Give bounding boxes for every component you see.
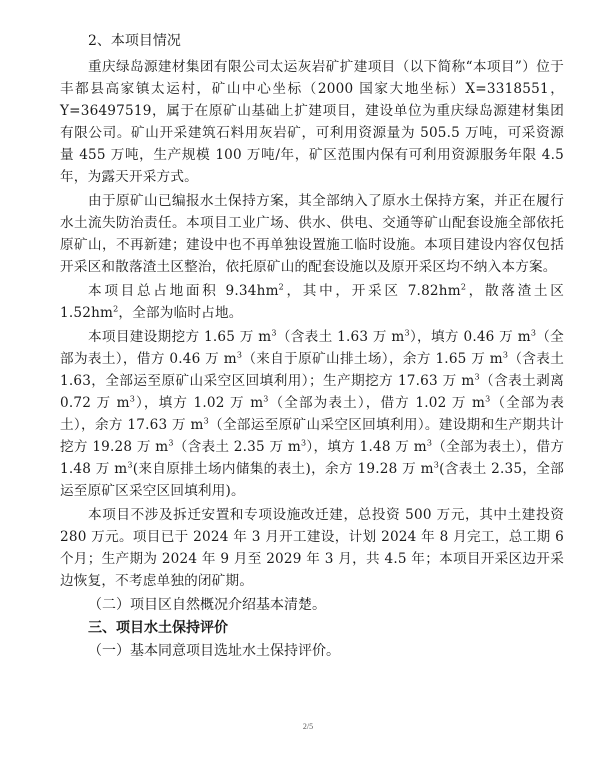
superscript-3: 3 <box>301 438 307 448</box>
earthwork-text: ），填方 1.02 万 m <box>135 395 264 411</box>
superscript-3: 3 <box>236 350 243 360</box>
earthwork-text: （全部运至原矿山采空区回填利用）。建设期和生产期共计挖方 19.28 万 m <box>60 417 564 455</box>
land-area-text-d: ，全部为临时占地。 <box>118 305 243 321</box>
land-area-text-a: 本项目总占地面积 9.34hm <box>88 283 279 299</box>
earthwork-text: （含表土剥离 0.72 万 m <box>60 373 565 411</box>
earthwork-text: 本项目建设期挖方 1.65 万 m <box>88 329 272 345</box>
superscript-2: 2 <box>460 282 467 292</box>
superscript-3: 3 <box>404 328 410 338</box>
superscript-3: 3 <box>271 328 277 338</box>
paragraph-soil-conservation-plan: 由于原矿山已编报水土保持方案，其全部纳入了原水土保持方案，并正在履行水土流失防治责任。本项目工业广场、供水、供电、交通等矿山配套设施全部依托原矿山，不再新建；建设中也不再单独设置施工临时设施。本项目建设内容仅包括开采区和散落渣土区整治，依托原矿山的配套设施以及原开采区均不纳入本方案。 <box>60 193 564 275</box>
superscript-3: 3 <box>203 416 209 426</box>
earthwork-text: （全部为表土），余方 17.63 万 m <box>60 395 565 433</box>
earthwork-text: （全部为表土），借方 1.02 万 m <box>268 395 486 411</box>
superscript-2: 2 <box>113 304 119 314</box>
earthwork-text: (来自原排土场内储集的表土)，余方 19.28 万 m <box>132 461 434 477</box>
earthwork-text: ），填方 1.48 万 m <box>306 439 427 455</box>
earthwork-text: （含表土 1.63，全部运至原矿山采空区回填利用）；生产期挖方 17.63 万 m <box>60 351 564 389</box>
subheading-natural-conditions: （二）项目区自然概况介绍基本清楚。 <box>88 597 326 613</box>
earthwork-text: （来自于原矿山排土场），余方 1.65 万 m <box>242 351 503 367</box>
earthwork-text: （全部为表土），借方 0.46 万 m <box>60 329 564 367</box>
paragraph-land-area <box>60 280 564 324</box>
earthwork-text: （含表土 2.35 万 m <box>173 439 302 455</box>
paragraph-investment-schedule: 本项目不涉及拆迁安置和专项设施改迁建，总投资 500 万元，其中土建投资 280 万元。项目已于 2024 年 3 月开工建设，计划 2024 年 8 月完工，总工期 6 个月；生产期为 2024 年 9 月至 2029 年 3 月，共 4.5 年；本项目开采区边开采边恢复，不考虑单独的闭矿期。 <box>60 507 564 589</box>
superscript-3: 3 <box>530 328 537 338</box>
earthwork-text: （含表土 1.63 万 m <box>276 329 405 345</box>
section-title: 2、本项目情况 <box>88 33 181 49</box>
earthwork-text: (含表土 2.35，全部运至原矿区采空区回填利用)。 <box>60 461 564 499</box>
paragraph-earthwork-balance <box>60 326 564 502</box>
earthwork-text: （全部为表土），借方 1.48 万 m <box>60 439 565 477</box>
superscript-3: 3 <box>426 438 433 448</box>
superscript-3: 3 <box>433 460 440 470</box>
superscript-2: 2 <box>278 282 284 292</box>
paragraph-project-overview: 重庆绿岛源建材集团有限公司太运灰岩矿扩建项目（以下简称“本项目”）位于丰都县高家镇太运村，矿山中心坐标（2000 国家大地坐标）X=3318551，Y=36497519，属于在原矿山基础上扩建项目，建设单位为重庆绿岛源建材集团有限公司。矿山开采建筑石料用灰岩矿，可利用资源量为 505.5 万吨，可采资源量 455 万吨，生产规模 100 万吨/年，矿区范围内保有可利用资源服务年限 4.5 年，为露天开采方式。 <box>60 59 564 185</box>
superscript-3: 3 <box>474 372 480 382</box>
superscript-3: 3 <box>485 394 491 404</box>
earthwork-text: ），填方 0.46 万 m <box>409 329 531 345</box>
page-number: 2/5 <box>302 722 314 731</box>
heading-soil-conservation-evaluation: 三、项目水土保持评价 <box>88 620 228 636</box>
land-area-text-c: ，散落渣土区 1.52hm <box>60 283 564 321</box>
superscript-3: 3 <box>263 394 269 404</box>
subheading-site-selection: （一）基本同意项目选址水土保持评价。 <box>88 643 340 659</box>
land-area-text-b: ，其中，开采区 7.82hm <box>283 283 461 299</box>
superscript-3: 3 <box>502 350 509 360</box>
superscript-3: 3 <box>127 460 133 470</box>
superscript-3: 3 <box>168 438 174 448</box>
superscript-3: 3 <box>129 394 136 404</box>
